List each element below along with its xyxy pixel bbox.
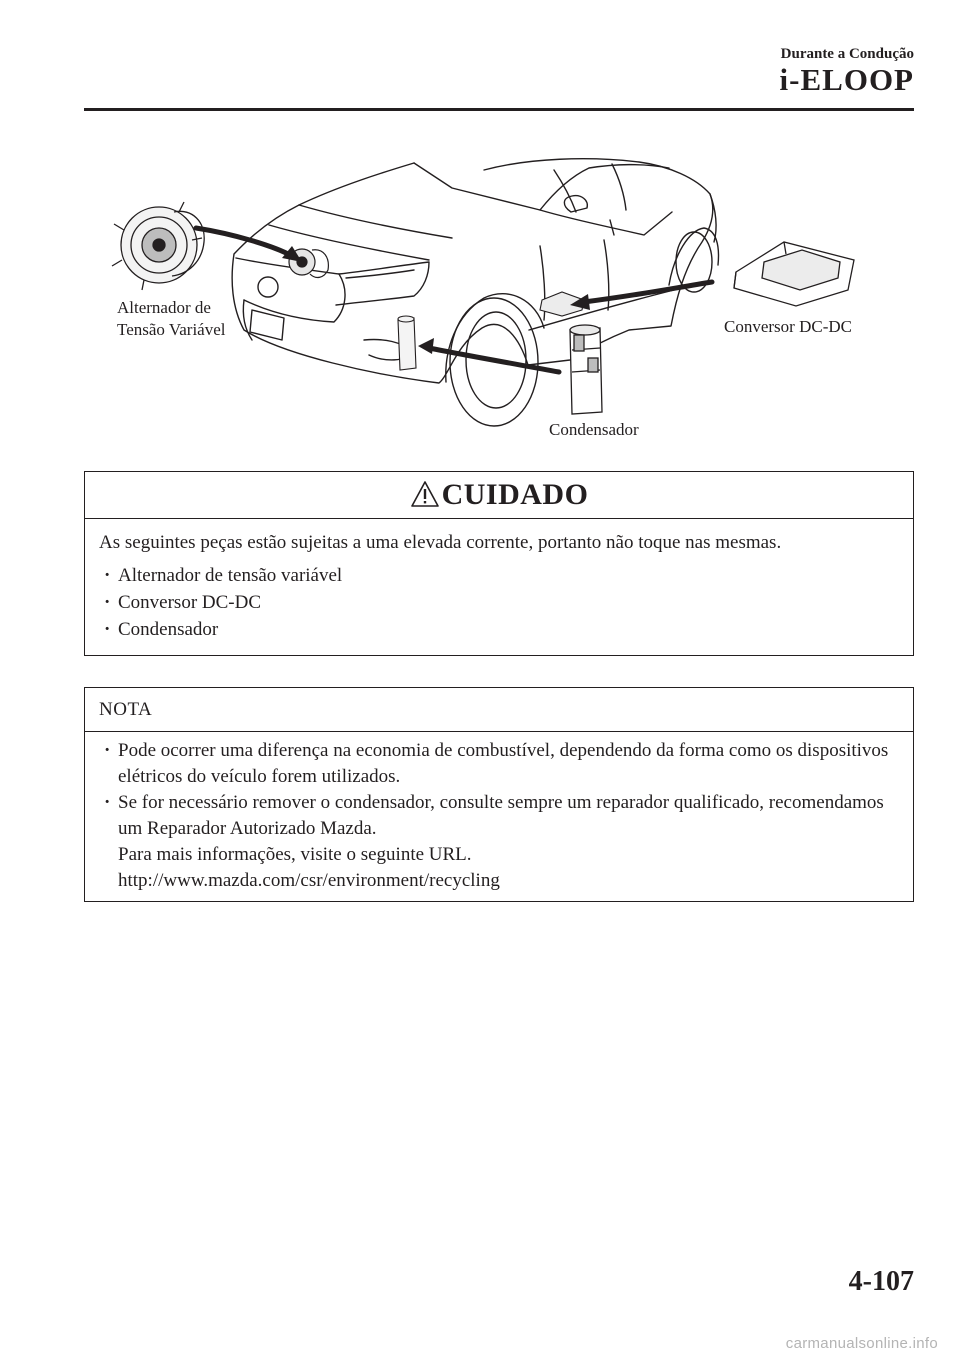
capacitor-label: Condensador bbox=[549, 420, 639, 439]
note-item bbox=[99, 790, 899, 894]
caution-title: CUIDADO bbox=[441, 478, 589, 511]
alternator-label: Alternador de Tensão Variável bbox=[117, 298, 226, 339]
note-item-text: Se for necessário remover o condensador, consulte sempre um reparador qualificado, recomendamos um Reparador Autorizado Mazda. bbox=[118, 792, 884, 839]
caution-list bbox=[99, 562, 899, 643]
note-item-extra: Para mais informações, visite o seguinte URL. bbox=[118, 844, 472, 865]
caution-intro: As seguintes peças estão sujeitas a uma elevada corrente, portanto não toque nas mesmas. bbox=[99, 532, 782, 553]
note-item bbox=[99, 738, 899, 790]
note-header bbox=[85, 688, 913, 732]
dcdc-converter-label: Conversor DC-DC bbox=[724, 317, 852, 336]
note-body bbox=[85, 732, 913, 894]
caution-header bbox=[85, 472, 913, 519]
dcdc-converter-part bbox=[734, 242, 854, 306]
recycling-url: http://www.mazda.com/csr/environment/recycling bbox=[118, 870, 500, 891]
caution-item: · Alternador de tensão variável bbox=[99, 562, 899, 589]
section-title: Durante a Condução bbox=[780, 46, 914, 62]
caution-body bbox=[85, 519, 913, 643]
caution-item: · Condensador bbox=[99, 616, 899, 643]
note-box bbox=[84, 687, 914, 902]
page-number: 4-107 bbox=[848, 1266, 914, 1297]
capacitor-part bbox=[570, 325, 602, 414]
watermark: carmanualsonline.info bbox=[785, 1335, 938, 1352]
note-item-text: Pode ocorrer uma diferença na economia de combustível, dependendo da forma como os dispositivos elétricos do veículo forem utilizados. bbox=[118, 740, 889, 787]
caution-box bbox=[84, 471, 914, 656]
alternator-part bbox=[112, 202, 204, 290]
page-title: i-ELOOP bbox=[779, 62, 914, 97]
ieloop-components-figure bbox=[84, 150, 914, 450]
warning-triangle-icon bbox=[410, 480, 440, 508]
caution-item: · Conversor DC-DC bbox=[99, 589, 899, 616]
note-list bbox=[99, 738, 899, 894]
note-title: NOTA bbox=[99, 698, 153, 720]
header-divider bbox=[84, 108, 914, 111]
